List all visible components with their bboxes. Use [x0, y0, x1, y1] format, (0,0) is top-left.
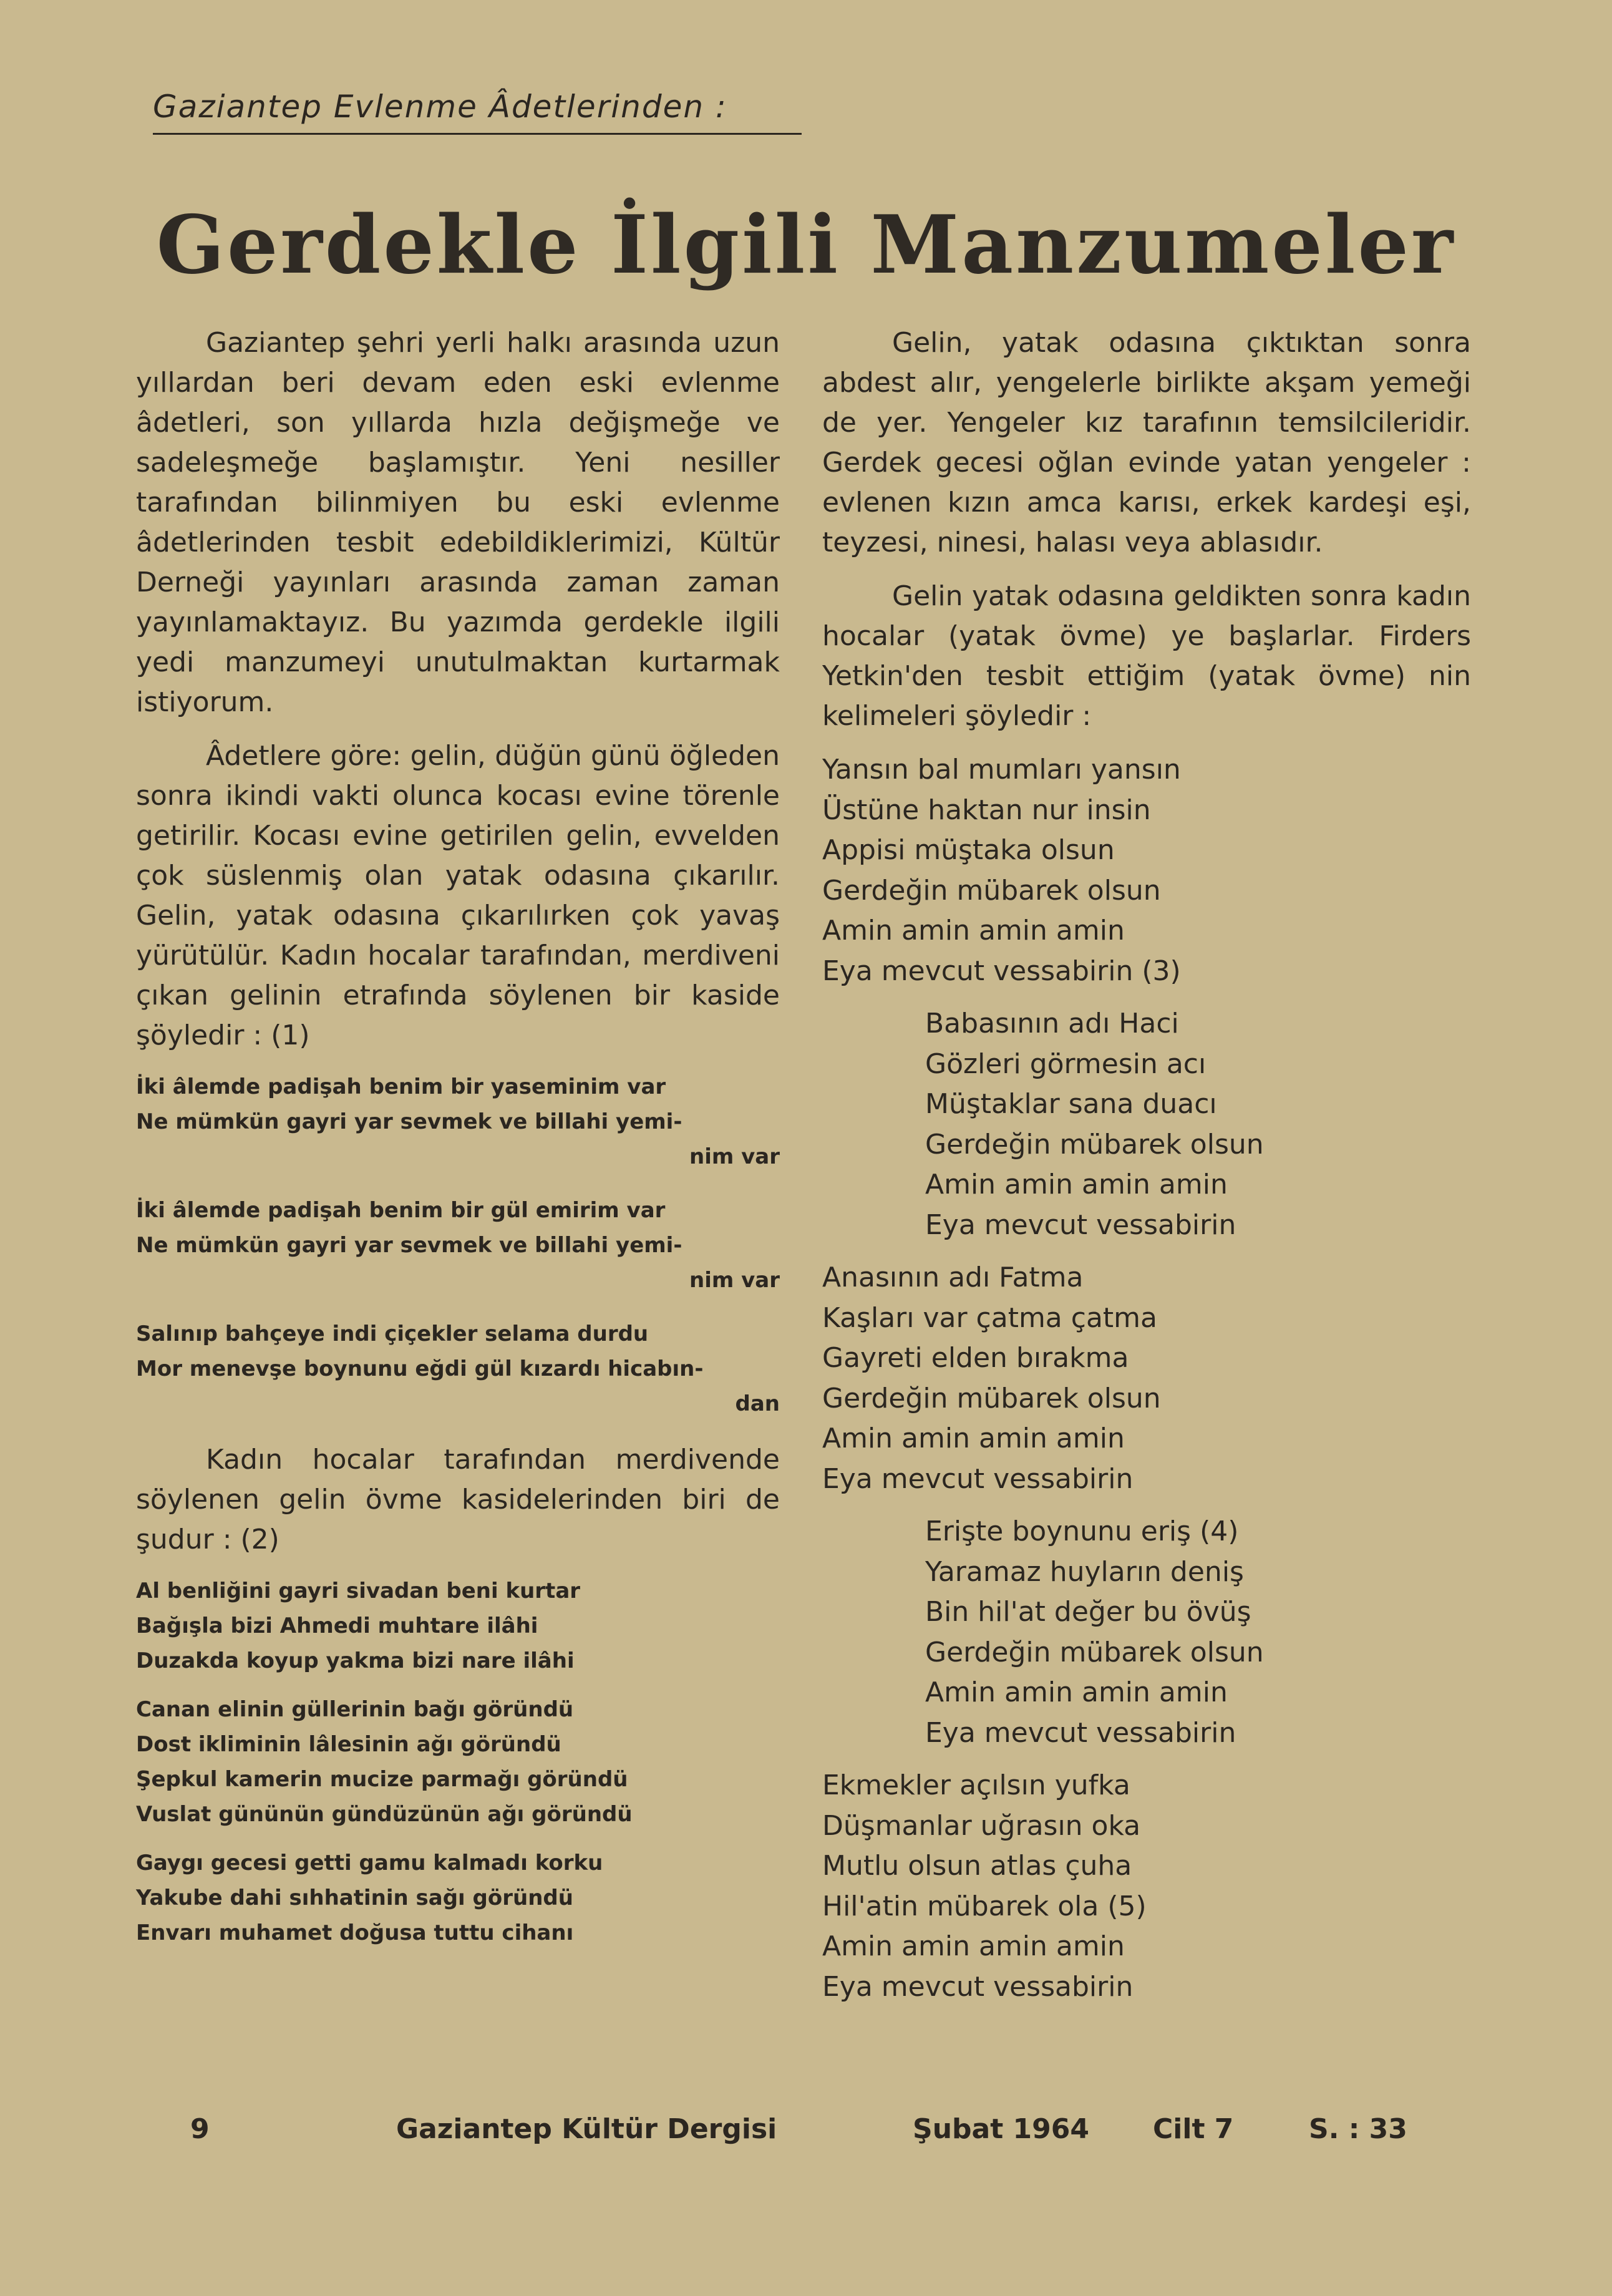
intro-paragraph: Gaziantep şehri yerli halkı arasında uzun yıllardan beri devam eden eski evlenme âdetleri, son yıllarda hızla değişmeğe ve sadeleşmeğe başlamıştır. Yeni nesiller tarafından bilinmiyen bu eski evlenme âdetlerinden tesbit edebildiklerimizi, Kültür Derneği yayınları arasında zaman zaman yayınlamaktayız. Bu yazımda gerdekle ilgili yedi manzumeyi unutulmaktan kurtarmak istiyorum.: [136, 327, 780, 718]
verse-line: Yakube dahi sıhhatinin sağı göründü: [136, 1885, 573, 1910]
poem-line: Mutlu olsun atlas çuha: [822, 1850, 1132, 1882]
poem-line: Babasının adı Haci: [925, 1008, 1179, 1039]
poem-line: Müştaklar sana duacı: [925, 1088, 1217, 1120]
poem-line: Amin amin amin amin: [822, 1423, 1125, 1454]
poem-line: Kaşları var çatma çatma: [822, 1301, 1157, 1334]
page-number: 9: [190, 2113, 210, 2145]
poem-line: Eya mevcut vessabirin: [822, 1970, 1134, 2003]
yenge-paragraph: Gelin, yatak odasına çıktıktan sonra abdest alır, yengelerle birlikte akşam yemeği de yer. Yengeler kız tarafının temsilcileridir. Gerdek gecesi oğlan evinde yatan yengeler : evlenen kızın amca karısı, erkek kardeşi eşi, teyzesi, ninesi, halası veya ablasıdır.: [822, 327, 1471, 558]
poem-line: Appisi müştaka olsun: [822, 834, 1115, 866]
poem-line: Eya mevcut vessabirin: [822, 1462, 1134, 1495]
issue-date: Şubat 1964: [913, 2113, 1090, 2145]
poem-line: Gerdeğin mübarek olsun: [925, 1128, 1264, 1160]
verse-line: Bağışla bizi Ahmedi muhtare ilâhi: [136, 1613, 538, 1638]
customs-paragraph: Âdetlere göre: gelin, düğün günü öğleden sonra ikindi vakti olunca kocası evine törenle getirilir. Kocası evine getirilen gelin, evvelden çok süslenmiş olan yatak odasına çıkarılır. Gelin, yatak odasına çıkarılırken çok yavaş yürütülür. Kadın hocalar tarafından, merdiveni çıkan gelinin etrafında söylenen bir kaside şöyledir : (1): [136, 740, 780, 1051]
section-header-rule: [153, 133, 802, 135]
verse-line: İki âlemde padişah benim bir gül emirim var: [136, 1198, 666, 1223]
poem-line: Amin amin amin amin: [925, 1169, 1228, 1200]
poem-line: Düşmanlar uğrasın oka: [822, 1809, 1141, 1842]
poem-line: Yaramaz huyların deniş: [925, 1555, 1244, 1588]
poem-line: Eya mevcut vessabirin (3): [822, 955, 1181, 987]
poem-line: Gayreti elden bırakma: [822, 1342, 1129, 1374]
verse-line: Ne mümkün gayri yar sevmek ve billahi yemi-: [136, 1109, 682, 1134]
verse-line: dan: [735, 1391, 780, 1416]
poem-line: Gerdeğin mübarek olsun: [822, 1382, 1161, 1414]
verse-line: Mor menevşe boynunu eğdi gül kızardı hicabın-: [136, 1356, 704, 1381]
verse-line: İki âlemde padişah benim bir yaseminim var: [136, 1074, 666, 1099]
verse-line: Dost ikliminin lâlesinin ağı göründü: [136, 1732, 561, 1757]
left-column: [136, 323, 780, 1964]
verse-line: Salınıp bahçeye indi çiçekler selama durdu: [136, 1321, 649, 1346]
poem-line: Erişte boynunu eriş (4): [925, 1515, 1239, 1547]
poem-line: Eya mevcut vessabirin: [925, 1209, 1236, 1241]
kaside-verse-1: [136, 1069, 780, 1174]
poem-stanza-1: [822, 750, 1471, 991]
poem-line: Amin amin amin amin: [822, 915, 1125, 946]
poem-stanza-5: [822, 1766, 1471, 2007]
section-header: Gaziantep Evlenme Âdetlerinden :: [153, 89, 727, 125]
poem-line: Gerdeğin mübarek olsun: [925, 1636, 1264, 1668]
volume-number: Cilt 7: [1153, 2113, 1234, 2145]
poem-line: Gözleri görmesin acı: [925, 1048, 1207, 1080]
verse-line: Şepkul kamerin mucize parmağı göründü: [136, 1767, 628, 1792]
poem-line: Ekmekler açılsın yufka: [822, 1769, 1130, 1801]
kaside-2-stanza-1: [136, 1574, 780, 1678]
poem-stanza-4: [925, 1512, 1471, 1753]
poem-line: Hil'atin mübarek ola (5): [822, 1890, 1147, 1922]
poem-line: Anasının adı Fatma: [822, 1262, 1084, 1293]
poem-line: Yansın bal mumları yansın: [822, 754, 1181, 786]
poem-line: Gerdeğin mübarek olsun: [822, 874, 1161, 907]
right-column: [822, 323, 1471, 2020]
verse-line: nim var: [689, 1144, 780, 1169]
kaside-2-stanza-3: [136, 1846, 780, 1950]
verse-line: Duzakda koyup yakma bizi nare ilâhi: [136, 1648, 575, 1673]
kaside-verse-3: [136, 1316, 780, 1421]
journal-name: Gaziantep Kültür Dergisi: [396, 2113, 777, 2145]
verse-line: Ne mümkün gayri yar sevmek ve billahi yemi-: [136, 1233, 682, 1258]
article-title: Gerdekle İlgili Manzumeler: [156, 198, 1456, 292]
kaside-verse-2: [136, 1193, 780, 1298]
issue-number: S. : 33: [1309, 2113, 1407, 2145]
poem-line: Bin hil'at değer bu övüş: [925, 1596, 1251, 1628]
poem-line: Amin amin amin amin: [822, 1930, 1125, 1962]
yatak-ovme-paragraph: Gelin yatak odasına geldikten sonra kadın hocalar (yatak övme) ye başlarlar. Firders Yetkin'den tesbit ettiğim (yatak övme) nin kelimeleri şöyledir :: [822, 580, 1471, 732]
verse-line: nim var: [689, 1268, 780, 1293]
poem-stanza-3: [822, 1258, 1471, 1499]
poem-line: Üstüne haktan nur insin: [822, 794, 1151, 826]
second-kaside-paragraph: Kadın hocalar tarafından merdivende söylenen gelin övme kasidelerinden biri de şudur : (2): [136, 1444, 780, 1555]
poem-line: Amin amin amin amin: [925, 1676, 1228, 1708]
verse-line: Envarı muhamet doğusa tuttu cihanı: [136, 1920, 574, 1945]
poem-line: Eya mevcut vessabirin: [925, 1716, 1236, 1749]
verse-line: Canan elinin güllerinin bağı göründü: [136, 1697, 574, 1722]
poem-stanza-2: [925, 1004, 1471, 1245]
verse-line: Al benliğini gayri sivadan beni kurtar: [136, 1578, 581, 1603]
verse-line: Gaygı gecesi getti gamu kalmadı korku: [136, 1851, 603, 1875]
kaside-2-stanza-2: [136, 1692, 780, 1832]
verse-line: Vuslat gününün gündüzünün ağı göründü: [136, 1802, 633, 1827]
